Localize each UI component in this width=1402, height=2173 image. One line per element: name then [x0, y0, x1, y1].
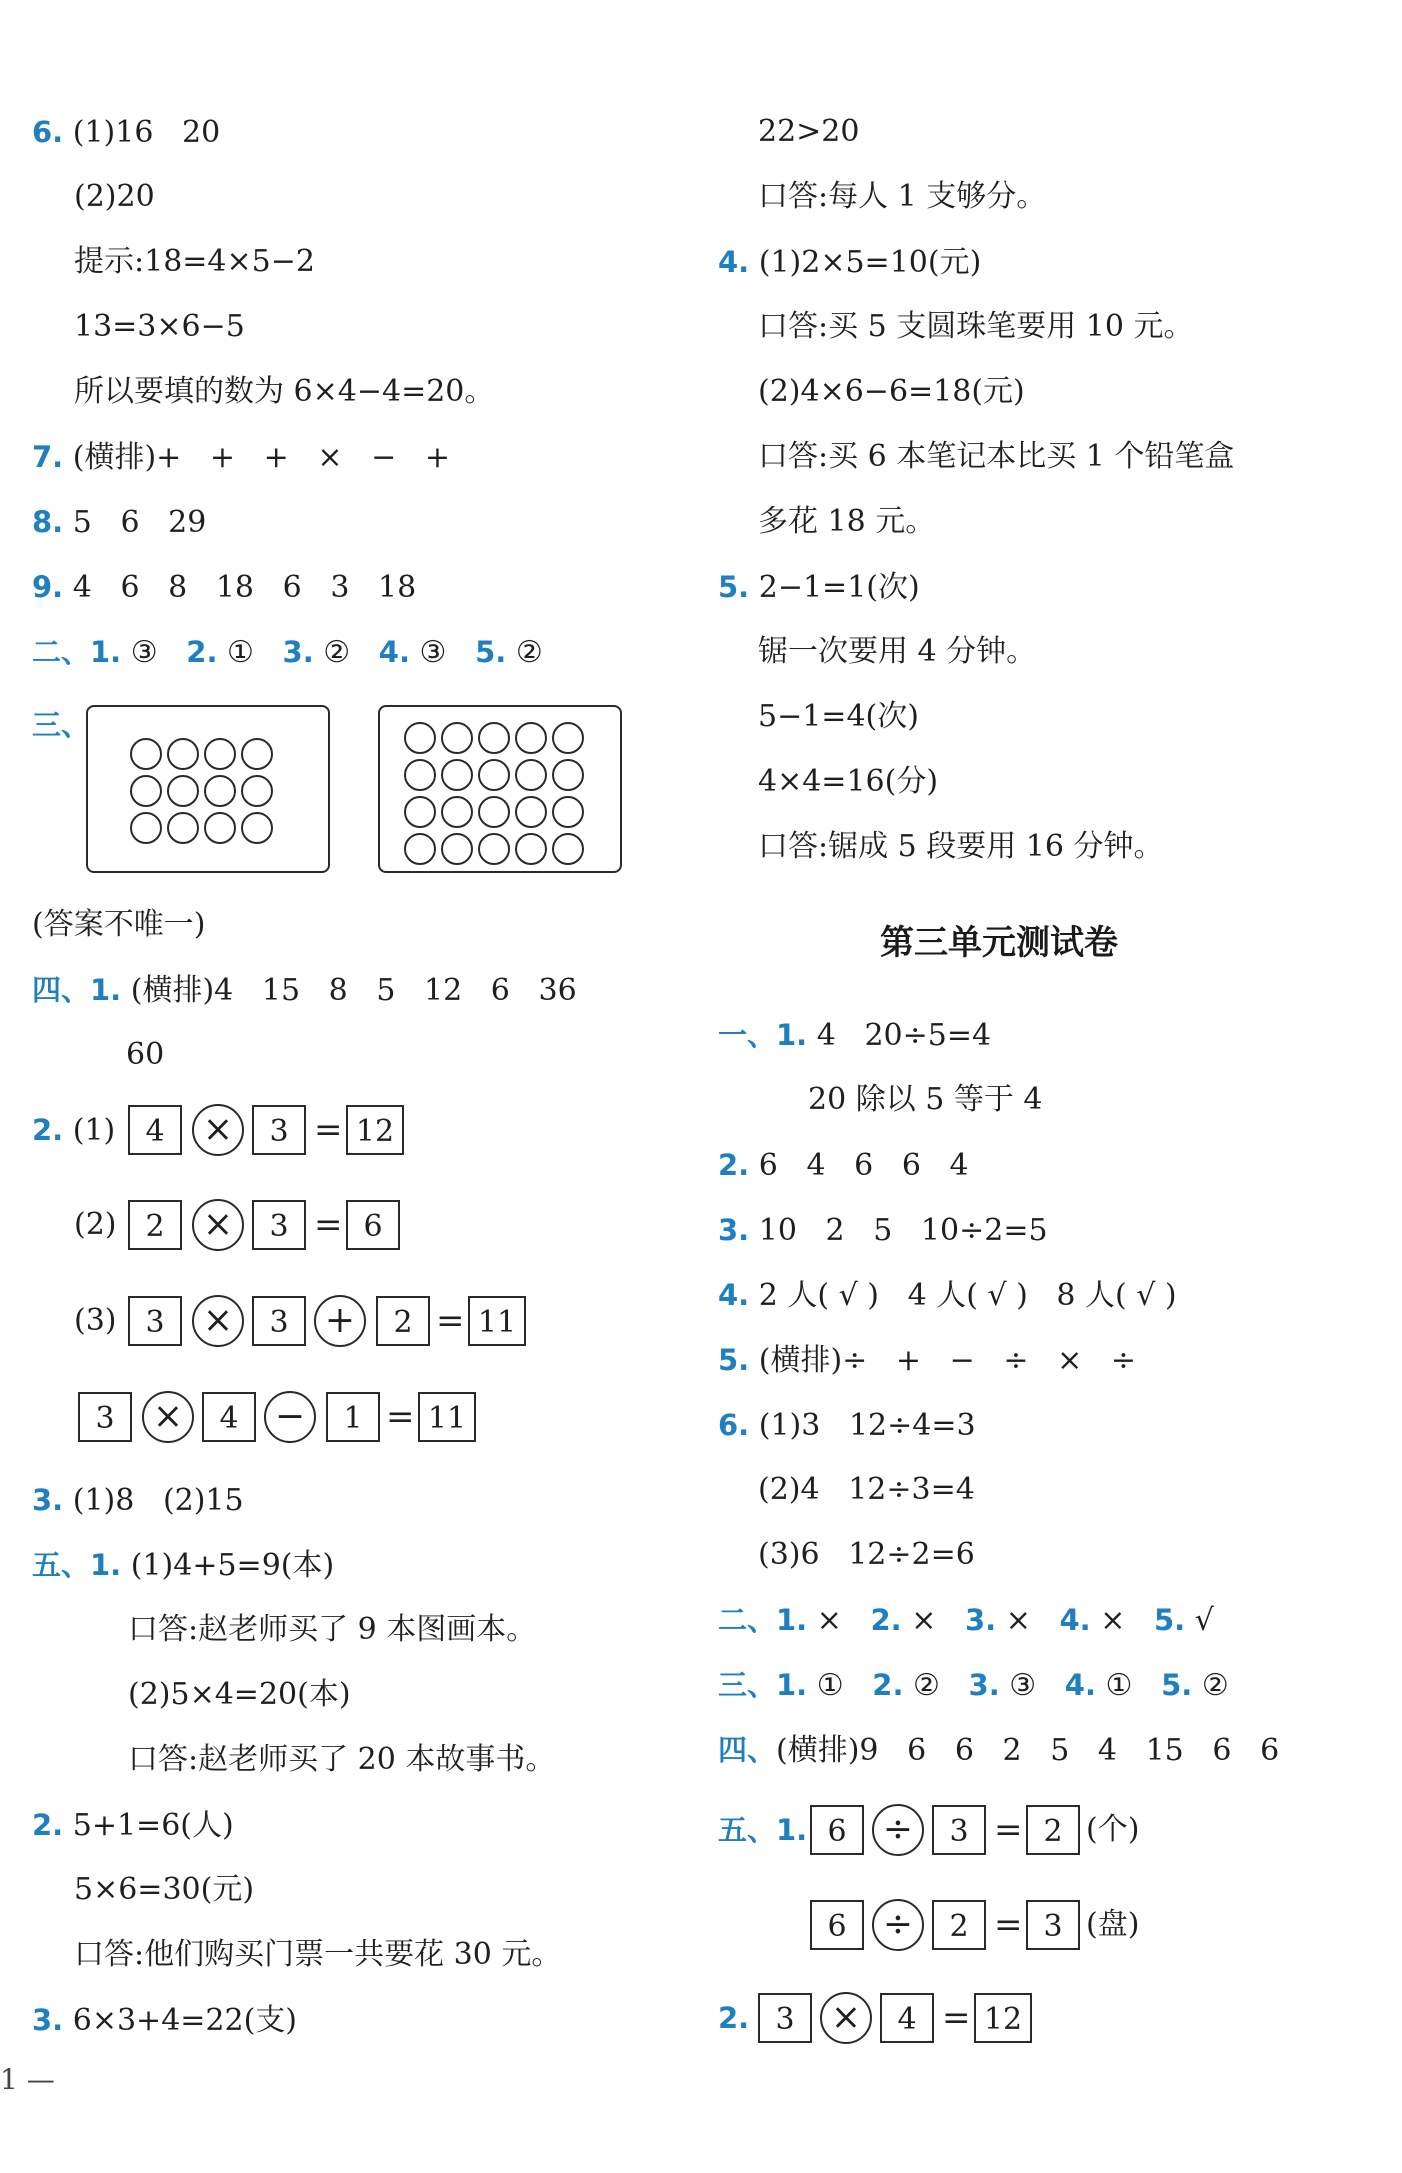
eq2-box-2: 3 — [252, 1200, 306, 1250]
circle-mark — [167, 775, 199, 807]
right-q4-b: 口答:买 5 支圆珠笔要用 10 元。 — [758, 309, 1194, 344]
eq3-equals: = — [436, 1301, 465, 1341]
right-s1-q1-b: 20 除以 5 等于 4 — [808, 1082, 1043, 1117]
circle-mark — [130, 738, 162, 770]
circle-mark — [441, 759, 473, 791]
circle-mark — [552, 722, 584, 754]
s5eq1-box-2: 3 — [932, 1805, 986, 1855]
left-q42-line2-label: (2) — [74, 1207, 117, 1242]
right-q5-b: 锯一次要用 4 分钟。 — [758, 634, 1037, 669]
circle-mark — [404, 796, 436, 828]
eq2-equals: = — [314, 1205, 343, 1245]
right-q4-c: (2)4×6−6=18(元) — [758, 374, 1025, 409]
left-section5-q1-d: 口答:赵老师买了 20 本故事书。 — [128, 1742, 556, 1777]
eq3-box-1: 3 — [128, 1296, 182, 1346]
left-q42-line3-label: (3) — [74, 1303, 117, 1338]
eq2-box-1: 2 — [128, 1200, 182, 1250]
circle-mark — [241, 812, 273, 844]
eq3-op-circle-2: + — [314, 1295, 366, 1347]
right-q5-e: 口答:锯成 5 段要用 16 分钟。 — [758, 829, 1164, 864]
right-line-22gt20: 22>20 — [758, 114, 860, 149]
right-q4-d: 口答:买 6 本笔记本比买 1 个铅笔盒 — [758, 439, 1235, 474]
s5eq3-result-box: 12 — [974, 1993, 1032, 2043]
s5eq3-box-1: 3 — [758, 1993, 812, 2043]
right-s1-q2: 2. 6 4 6 6 4 — [718, 1148, 969, 1183]
circle-mark — [167, 738, 199, 770]
left-q52-a: 2. 5+1=6(人) — [32, 1808, 234, 1843]
circle-mark — [515, 759, 547, 791]
circle-mark — [441, 722, 473, 754]
eq1-op-circle: × — [192, 1104, 244, 1156]
eq1-box-2: 3 — [252, 1105, 306, 1155]
s5eq2-unit: (盘) — [1086, 1907, 1140, 1942]
circle-mark — [241, 775, 273, 807]
right-s1-q6-c: (3)6 12÷2=6 — [758, 1537, 975, 1572]
left-q6-line4: 13=3×6−5 — [74, 309, 245, 344]
eq4-box-1: 3 — [78, 1392, 132, 1442]
s5eq3-op-circle: × — [820, 1992, 872, 2044]
circle-mark — [204, 775, 236, 807]
left-q8: 8. 5 6 29 — [32, 505, 207, 540]
circle-mark — [130, 775, 162, 807]
circle-mark — [552, 759, 584, 791]
circle-mark — [552, 796, 584, 828]
left-q7: 7. (横排)+ + + × − + — [32, 440, 451, 475]
eq2-result-box: 6 — [346, 1200, 400, 1250]
eq3-box-2: 3 — [252, 1296, 306, 1346]
circle-mark — [478, 722, 510, 754]
circle-mark — [552, 833, 584, 865]
circle-mark — [404, 759, 436, 791]
left-q43: 3. (1)8 (2)15 — [32, 1483, 244, 1518]
circle-mark — [130, 812, 162, 844]
right-s1-q4: 4. 2 人( √ ) 4 人( √ ) 8 人( √ ) — [718, 1278, 1177, 1313]
eq3-box-3: 2 — [376, 1296, 430, 1346]
circle-mark — [515, 796, 547, 828]
eq3-op-circle-1: × — [192, 1295, 244, 1347]
circle-mark — [204, 812, 236, 844]
right-q5-c: 5−1=4(次) — [758, 699, 919, 734]
left-q53: 3. 6×3+4=22(支) — [32, 2003, 298, 2038]
right-s1-q6-a: 6. (1)3 12÷4=3 — [718, 1408, 976, 1443]
right-q5-a: 5. 2−1=1(次) — [718, 570, 920, 605]
circle-mark — [441, 833, 473, 865]
circle-mark — [241, 738, 273, 770]
right-s1-q5: 5. (横排)÷ + − ÷ × ÷ — [718, 1343, 1137, 1378]
unit3-test-title: 第三单元测试卷 — [880, 923, 1118, 963]
left-q6-line3: 提示:18=4×5−2 — [74, 244, 315, 279]
eq2-op-circle: × — [192, 1199, 244, 1251]
eq1-equals: = — [314, 1110, 343, 1150]
circle-mark — [515, 722, 547, 754]
right-q4-a: 4. (1)2×5=10(元) — [718, 245, 982, 280]
s5eq1-result-box: 2 — [1026, 1805, 1080, 1855]
eq3-result-box: 11 — [468, 1296, 526, 1346]
right-s1-q6-b: (2)4 12÷3=4 — [758, 1472, 975, 1507]
circle-mark — [167, 812, 199, 844]
page-footer-mark: 1 — — [0, 2063, 55, 2096]
s5eq1-op-circle: ÷ — [872, 1804, 924, 1856]
circle-mark — [204, 738, 236, 770]
right-section3: 三、1. ① 2. ② 3. ③ 4. ① 5. ② — [718, 1668, 1229, 1703]
left-q6-line2: (2)20 — [74, 179, 155, 214]
circle-mark — [478, 759, 510, 791]
left-section3-note: (答案不唯一) — [32, 907, 206, 942]
left-q6-line1: 6. (1)16 20 — [32, 115, 221, 150]
s5eq1-equals: = — [994, 1810, 1023, 1850]
left-section3-label: 三、 — [32, 708, 91, 742]
s5eq2-box-1: 6 — [810, 1900, 864, 1950]
left-section5-q1-b: 口答:赵老师买了 9 本图画本。 — [128, 1612, 537, 1647]
eq1-box-1: 4 — [128, 1105, 182, 1155]
s5eq2-result-box: 3 — [1026, 1900, 1080, 1950]
circle-mark — [515, 833, 547, 865]
s5eq1-unit: (个) — [1086, 1812, 1140, 1847]
eq4-equals: = — [386, 1397, 415, 1437]
left-q42-line1: 2. (1) — [32, 1113, 116, 1148]
eq4-box-2: 4 — [202, 1392, 256, 1442]
s5eq1-box-1: 6 — [810, 1805, 864, 1855]
eq4-op-circle-2: − — [264, 1391, 316, 1443]
circle-mark — [478, 833, 510, 865]
right-section2: 二、1. × 2. × 3. × 4. × 5. √ — [718, 1603, 1214, 1638]
eq4-result-box: 11 — [418, 1392, 476, 1442]
left-q52-b: 5×6=30(元) — [74, 1872, 255, 1907]
left-q6-line5: 所以要填的数为 6×4−4=20。 — [74, 374, 495, 409]
right-section5-label: 五、1. — [718, 1813, 808, 1847]
right-answer-enough: 口答:每人 1 支够分。 — [758, 179, 1047, 214]
left-section5-q1-a: 五、1. (1)4+5=9(本) — [32, 1548, 335, 1583]
s5eq2-op-circle: ÷ — [872, 1899, 924, 1951]
left-section2: 二、1. ③ 2. ① 3. ② 4. ③ 5. ② — [32, 635, 543, 670]
left-q52-c: 口答:他们购买门票一共要花 30 元。 — [74, 1937, 562, 1972]
eq4-op-circle-1: × — [142, 1391, 194, 1443]
left-section4-q1: 四、1. (横排)4 15 8 5 12 6 36 — [32, 973, 577, 1008]
s5eq2-equals: = — [994, 1905, 1023, 1945]
circle-mark — [441, 796, 473, 828]
s5eq3-box-2: 4 — [880, 1993, 934, 2043]
circle-mark — [478, 796, 510, 828]
right-s1-q1-a: 一、1. 4 20÷5=4 — [718, 1018, 992, 1053]
right-s1-q3: 3. 10 2 5 10÷2=5 — [718, 1213, 1048, 1248]
circle-mark — [404, 833, 436, 865]
s5eq2-box-2: 2 — [932, 1900, 986, 1950]
right-q4-e: 多花 18 元。 — [758, 504, 936, 539]
right-section4: 四、(横排)9 6 6 2 5 4 15 6 6 — [718, 1733, 1280, 1768]
eq4-box-3: 1 — [326, 1392, 380, 1442]
left-section4-q1-cont: 60 — [126, 1037, 165, 1072]
left-q9: 9. 4 6 8 18 6 3 18 — [32, 570, 417, 605]
left-section5-q1-c: (2)5×4=20(本) — [128, 1677, 351, 1712]
s5eq3-equals: = — [942, 1998, 971, 2038]
right-section5-q2-label: 2. — [718, 2001, 750, 2035]
eq1-result-box: 12 — [346, 1105, 404, 1155]
circle-mark — [404, 722, 436, 754]
right-q5-d: 4×4=16(分) — [758, 764, 939, 799]
